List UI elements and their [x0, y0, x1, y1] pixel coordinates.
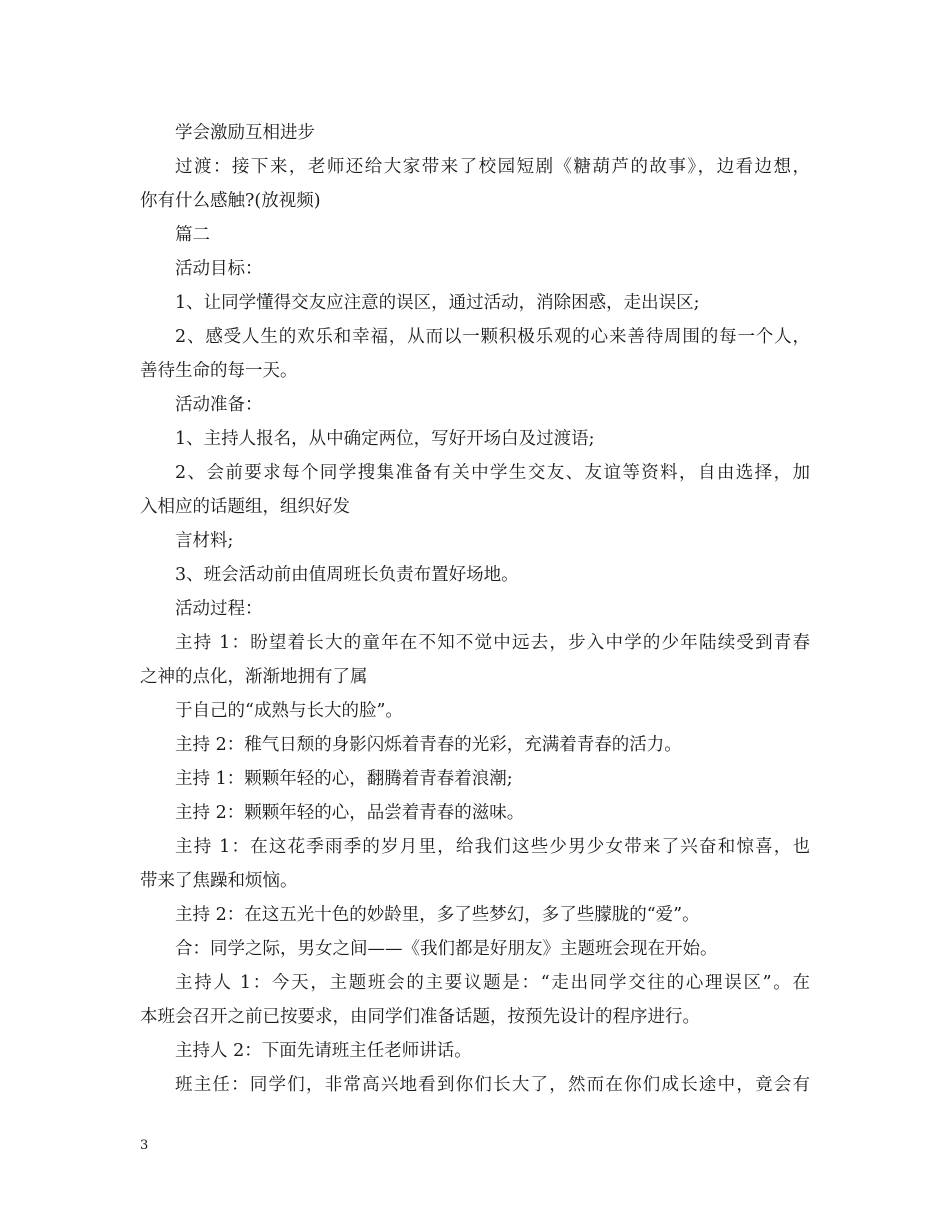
paragraph-line: 活动准备：: [175, 395, 263, 415]
paragraph-line: 主持 2：在这五光十色的妙龄里，多了些梦幻，多了些朦胧的“爱”。: [175, 905, 700, 925]
paragraph-line: 善待生命的每一天。: [140, 361, 298, 381]
paragraph-line: 入相应的话题组，组织好发: [140, 497, 350, 517]
paragraph-line: 主持人 1：今天，主题班会的主要议题是：“走出同学交往的心理误区”。在: [175, 973, 810, 993]
paragraph-line: 言材料;: [175, 531, 234, 551]
paragraph-line: 带来了焦躁和烦恼。: [140, 871, 298, 891]
paragraph-line: 3、班会活动前由值周班长负责布置好场地。: [175, 565, 519, 585]
paragraph-line: 主持 1：颗颗年轻的心，翻腾着青春着浪潮;: [175, 769, 513, 789]
paragraph-line: 你有什么感触?(放视频): [140, 191, 321, 211]
paragraph-line: 过渡：接下来，老师还给大家带来了校园短剧《糖葫芦的故事》，边看边想，: [175, 157, 810, 177]
paragraph-line: 之神的点化，渐渐地拥有了属: [140, 667, 368, 687]
paragraph-line: 主持 1：在这花季雨季的岁月里，给我们这些少男少女带来了兴奋和惊喜，也: [175, 837, 810, 857]
paragraph-line: 学会激励互相进步: [175, 123, 315, 143]
paragraph-line: 主持 1：盼望着长大的童年在不知不觉中远去，步入中学的少年陆续受到青春: [175, 633, 810, 653]
section-heading: 篇二: [175, 225, 210, 245]
paragraph-line: 合：同学之际，男女之间——《我们都是好朋友》主题班会现在开始。: [175, 939, 718, 959]
paragraph-line: 活动过程：: [175, 599, 263, 619]
paragraph-line: 班主任：同学们，非常高兴地看到你们长大了，然而在你们成长途中，竟会有: [175, 1075, 810, 1095]
paragraph-line: 主持人 2：下面先请班主任老师讲话。: [175, 1041, 472, 1061]
paragraph-line: 于自己的“成熟与长大的脸”。: [175, 701, 403, 721]
paragraph-line: 主持 2：稚气日颓的身影闪烁着青春的光彩，充满着青春的活力。: [175, 735, 682, 755]
document-body: [140, 116, 810, 1102]
paragraph-line: 活动目标：: [175, 259, 263, 279]
page-number: 3: [140, 1138, 149, 1153]
paragraph-line: 1、让同学懂得交友应注意的误区，通过活动，消除困惑，走出误区;: [175, 293, 700, 313]
paragraph-line: 2、会前要求每个同学搜集准备有关中学生交友、友谊等资料，自由选择，加: [175, 463, 810, 483]
paragraph-line: 主持 2：颗颗年轻的心，品尝着青春的滋味。: [175, 803, 525, 823]
paragraph-line: 本班会召开之前已按要求，由同学们准备话题，按预先设计的程序进行。: [140, 1007, 700, 1027]
paragraph-line: 1、主持人报名，从中确定两位，写好开场白及过渡语;: [175, 429, 595, 449]
paragraph-line: 2、感受人生的欢乐和幸福，从而以一颗积极乐观的心来善待周围的每一个人，: [175, 327, 810, 347]
